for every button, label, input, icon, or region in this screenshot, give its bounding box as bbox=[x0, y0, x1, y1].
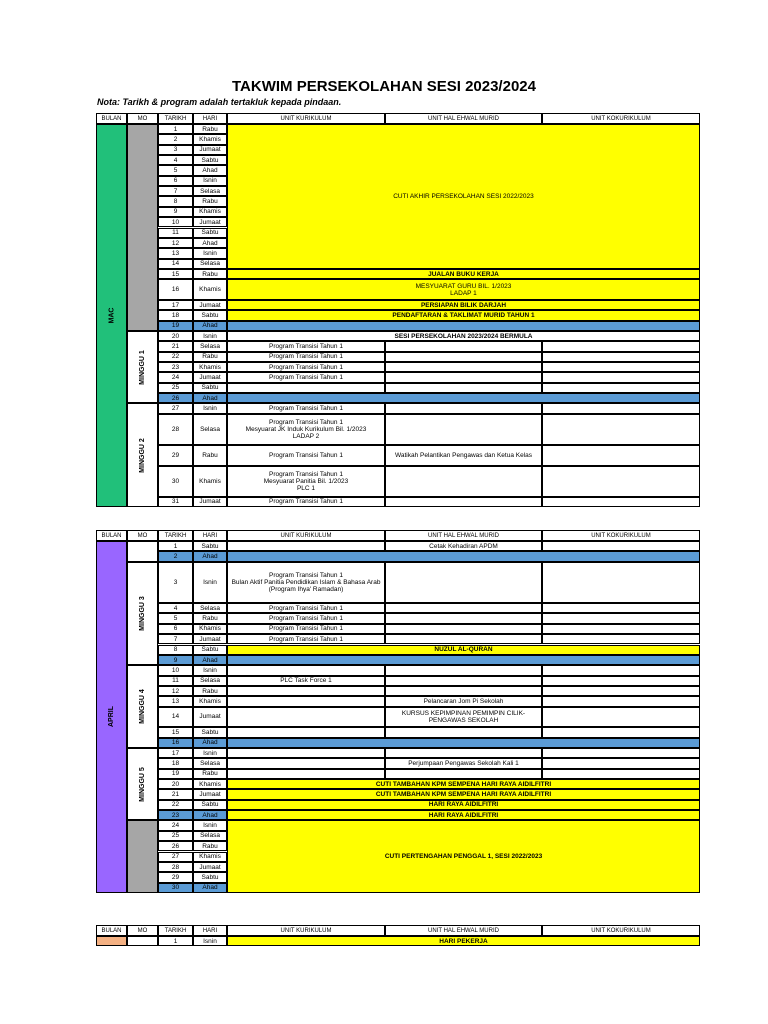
day-cell: Isnin bbox=[193, 562, 227, 603]
date-cell: 20 bbox=[158, 331, 193, 341]
date-cell: 6 bbox=[158, 176, 193, 186]
date-cell: 28 bbox=[158, 862, 193, 872]
day-cell: Jumaat bbox=[193, 707, 227, 728]
week-text: MINGGU 4 bbox=[139, 689, 146, 724]
date-cell: 4 bbox=[158, 603, 193, 613]
hem-cell bbox=[385, 352, 542, 362]
kokurikulum-cell bbox=[542, 383, 700, 393]
kokurikulum-cell bbox=[542, 341, 700, 351]
week-label bbox=[127, 820, 158, 892]
hem-cell bbox=[385, 676, 542, 686]
header-cell: BULAN bbox=[96, 925, 127, 936]
date-cell: 8 bbox=[158, 645, 193, 655]
kokurikulum-cell bbox=[542, 696, 700, 706]
kurikulum-cell: Program Transisi Tahun 1 bbox=[227, 372, 385, 382]
kokurikulum-cell bbox=[542, 686, 700, 696]
week-label bbox=[127, 403, 158, 507]
hem-cell bbox=[385, 362, 542, 372]
date-cell: 29 bbox=[158, 872, 193, 882]
week-label bbox=[127, 331, 158, 403]
kokurikulum-cell bbox=[542, 634, 700, 644]
date-cell: 11 bbox=[158, 676, 193, 686]
date-cell: 27 bbox=[158, 403, 193, 413]
day-cell: Jumaat bbox=[193, 217, 227, 227]
event-span bbox=[227, 393, 700, 403]
day-cell: Jumaat bbox=[193, 634, 227, 644]
hem-cell bbox=[385, 372, 542, 382]
date-cell: 25 bbox=[158, 383, 193, 393]
date-cell: 28 bbox=[158, 414, 193, 445]
date-cell: 16 bbox=[158, 279, 193, 300]
event-span: CUTI PERTENGAHAN PENGGAL 1, SESI 2022/2023 bbox=[227, 820, 700, 892]
date-cell: 17 bbox=[158, 748, 193, 758]
kurikulum-cell bbox=[227, 707, 385, 728]
kokurikulum-cell bbox=[542, 497, 700, 507]
day-cell: Khamis bbox=[193, 624, 227, 634]
date-cell: 26 bbox=[158, 841, 193, 851]
day-cell: Isnin bbox=[193, 176, 227, 186]
event-span: SESI PERSEKOLAHAN 2023/2024 BERMULA bbox=[227, 331, 700, 341]
kurikulum-cell: Program Transisi Tahun 1 bbox=[227, 497, 385, 507]
day-cell: Khamis bbox=[193, 279, 227, 300]
date-cell: 7 bbox=[158, 186, 193, 196]
day-cell: Rabu bbox=[193, 613, 227, 623]
date-cell: 22 bbox=[158, 352, 193, 362]
day-cell: Sabtu bbox=[193, 872, 227, 882]
date-cell: 5 bbox=[158, 613, 193, 623]
day-cell: Sabtu bbox=[193, 155, 227, 165]
kurikulum-cell: Program Transisi Tahun 1 Mesyuarat JK Induk Kurikulum Bil. 1/2023 LADAP 2 bbox=[227, 414, 385, 445]
day-cell: Isnin bbox=[193, 936, 227, 946]
kurikulum-cell: Program Transisi Tahun 1 bbox=[227, 634, 385, 644]
header-cell: UNIT HAL EHWAL MURID bbox=[385, 530, 542, 541]
header-cell: MO bbox=[127, 925, 158, 936]
date-cell: 24 bbox=[158, 820, 193, 830]
header-cell: TARIKH bbox=[158, 925, 193, 936]
date-cell: 2 bbox=[158, 551, 193, 561]
date-cell: 12 bbox=[158, 238, 193, 248]
day-cell: Ahad bbox=[193, 165, 227, 175]
table-header bbox=[96, 113, 700, 124]
hem-cell bbox=[385, 665, 542, 675]
date-cell: 5 bbox=[158, 165, 193, 175]
day-cell: Ahad bbox=[193, 738, 227, 748]
kurikulum-cell bbox=[227, 665, 385, 675]
date-cell: 17 bbox=[158, 300, 193, 310]
date-cell: 7 bbox=[158, 634, 193, 644]
hem-cell: Cetak Kehadiran APDM bbox=[385, 541, 542, 551]
date-cell: 2 bbox=[158, 134, 193, 144]
header-cell: BULAN bbox=[96, 113, 127, 124]
day-cell: Khamis bbox=[193, 207, 227, 217]
date-cell: 22 bbox=[158, 800, 193, 810]
hem-cell bbox=[385, 634, 542, 644]
header-cell: UNIT KOKURIKULUM bbox=[542, 925, 700, 936]
date-cell: 12 bbox=[158, 686, 193, 696]
kokurikulum-cell bbox=[542, 403, 700, 413]
kurikulum-cell: Program Transisi Tahun 1 bbox=[227, 624, 385, 634]
event-span bbox=[227, 321, 700, 331]
date-cell: 21 bbox=[158, 341, 193, 351]
day-cell: Isnin bbox=[193, 820, 227, 830]
kokurikulum-cell bbox=[542, 414, 700, 445]
event-span: HARI PEKERJA bbox=[227, 936, 700, 946]
date-cell: 3 bbox=[158, 562, 193, 603]
kokurikulum-cell bbox=[542, 727, 700, 737]
day-cell: Jumaat bbox=[193, 862, 227, 872]
day-cell: Sabtu bbox=[193, 800, 227, 810]
date-cell: 18 bbox=[158, 310, 193, 320]
kokurikulum-cell bbox=[542, 603, 700, 613]
kurikulum-cell: Program Transisi Tahun 1 bbox=[227, 403, 385, 413]
day-cell: Jumaat bbox=[193, 145, 227, 155]
week-label bbox=[127, 748, 158, 820]
date-cell: 26 bbox=[158, 393, 193, 403]
day-cell: Selasa bbox=[193, 186, 227, 196]
header-cell: UNIT KURIKULUM bbox=[227, 530, 385, 541]
day-cell: Isnin bbox=[193, 748, 227, 758]
day-cell: Selasa bbox=[193, 831, 227, 841]
date-cell: 23 bbox=[158, 810, 193, 820]
kurikulum-cell: PLC Task Force 1 bbox=[227, 676, 385, 686]
hem-cell bbox=[385, 727, 542, 737]
week-label bbox=[127, 936, 158, 946]
kurikulum-cell bbox=[227, 383, 385, 393]
header-cell: UNIT HAL EHWAL MURID bbox=[385, 925, 542, 936]
date-cell: 31 bbox=[158, 497, 193, 507]
kokurikulum-cell bbox=[542, 466, 700, 497]
month-text: APRIL bbox=[108, 706, 115, 728]
event-span: CUTI AKHIR PERSEKOLAHAN SESI 2022/2023 bbox=[227, 124, 700, 269]
table-header bbox=[96, 925, 700, 936]
date-cell: 23 bbox=[158, 362, 193, 372]
hem-cell bbox=[385, 497, 542, 507]
event-span: CUTI TAMBAHAN KPM SEMPENA HARI RAYA AIDILFITRI bbox=[227, 779, 700, 789]
kurikulum-cell: Program Transisi Tahun 1 Bulan Aktif Panitia Pendidikan Islam & Bahasa Arab (Program Ihya' Ramadan) bbox=[227, 562, 385, 603]
month-label bbox=[96, 124, 127, 507]
day-cell: Khamis bbox=[193, 779, 227, 789]
week-label bbox=[127, 124, 158, 331]
day-cell: Ahad bbox=[193, 393, 227, 403]
hem-cell bbox=[385, 748, 542, 758]
date-cell: 10 bbox=[158, 217, 193, 227]
day-cell: Rabu bbox=[193, 352, 227, 362]
date-cell: 6 bbox=[158, 624, 193, 634]
date-cell: 14 bbox=[158, 259, 193, 269]
header-cell: TARIKH bbox=[158, 113, 193, 124]
header-cell: HARI bbox=[193, 113, 227, 124]
day-cell: Jumaat bbox=[193, 300, 227, 310]
header-cell: HARI bbox=[193, 530, 227, 541]
date-cell: 25 bbox=[158, 831, 193, 841]
hem-cell bbox=[385, 613, 542, 623]
kurikulum-cell: Program Transisi Tahun 1 bbox=[227, 603, 385, 613]
kurikulum-cell: Program Transisi Tahun 1 Mesyuarat Panitia Bil. 1/2023 PLC 1 bbox=[227, 466, 385, 497]
day-cell: Ahad bbox=[193, 655, 227, 665]
event-span bbox=[227, 738, 700, 748]
kurikulum-cell bbox=[227, 541, 385, 551]
kurikulum-cell bbox=[227, 696, 385, 706]
header-cell: TARIKH bbox=[158, 530, 193, 541]
date-cell: 14 bbox=[158, 707, 193, 728]
day-cell: Rabu bbox=[193, 686, 227, 696]
kokurikulum-cell bbox=[542, 624, 700, 634]
day-cell: Isnin bbox=[193, 665, 227, 675]
kokurikulum-cell bbox=[542, 362, 700, 372]
event-span: HARI RAYA AIDILFITRI bbox=[227, 800, 700, 810]
event-span: MESYUARAT GURU BIL. 1/2023 LADAP 1 bbox=[227, 279, 700, 300]
day-cell: Sabtu bbox=[193, 228, 227, 238]
header-cell: MO bbox=[127, 113, 158, 124]
kurikulum-cell: Program Transisi Tahun 1 bbox=[227, 341, 385, 351]
day-cell: Selasa bbox=[193, 341, 227, 351]
week-label bbox=[127, 541, 158, 562]
date-cell: 10 bbox=[158, 665, 193, 675]
hem-cell bbox=[385, 383, 542, 393]
header-cell: UNIT KOKURIKULUM bbox=[542, 530, 700, 541]
date-cell: 15 bbox=[158, 727, 193, 737]
month-label bbox=[96, 541, 127, 893]
event-span: CUTI TAMBAHAN KPM SEMPENA HARI RAYA AIDILFITRI bbox=[227, 789, 700, 799]
header-cell: MO bbox=[127, 530, 158, 541]
day-cell: Jumaat bbox=[193, 372, 227, 382]
header-cell: UNIT KOKURIKULUM bbox=[542, 113, 700, 124]
kurikulum-cell bbox=[227, 727, 385, 737]
hem-cell bbox=[385, 403, 542, 413]
event-span: PERSIAPAN BILIK DARJAH bbox=[227, 300, 700, 310]
day-cell: Selasa bbox=[193, 676, 227, 686]
day-cell: Ahad bbox=[193, 238, 227, 248]
day-cell: Ahad bbox=[193, 810, 227, 820]
hem-cell bbox=[385, 341, 542, 351]
day-cell: Rabu bbox=[193, 124, 227, 134]
day-cell: Selasa bbox=[193, 259, 227, 269]
kurikulum-cell bbox=[227, 686, 385, 696]
day-cell: Rabu bbox=[193, 269, 227, 279]
note-text: Nota: Tarikh & program adalah tertakluk kepada pindaan. bbox=[97, 97, 342, 107]
week-text: MINGGU 5 bbox=[139, 766, 146, 802]
week-text: MINGGU 1 bbox=[139, 349, 146, 385]
date-cell: 27 bbox=[158, 852, 193, 862]
day-cell: Rabu bbox=[193, 196, 227, 206]
day-cell: Jumaat bbox=[193, 497, 227, 507]
date-cell: 11 bbox=[158, 228, 193, 238]
date-cell: 9 bbox=[158, 655, 193, 665]
date-cell: 19 bbox=[158, 769, 193, 779]
kokurikulum-cell bbox=[542, 769, 700, 779]
day-cell: Isnin bbox=[193, 403, 227, 413]
date-cell: 18 bbox=[158, 758, 193, 768]
event-span: HARI RAYA AIDILFITRI bbox=[227, 810, 700, 820]
header-cell: BULAN bbox=[96, 530, 127, 541]
kokurikulum-cell bbox=[542, 665, 700, 675]
week-label bbox=[127, 562, 158, 666]
event-span: PENDAFTARAN & TAKLIMAT MURID TAHUN 1 bbox=[227, 310, 700, 320]
hem-cell: Pelancaran Jom Pi Sekolah bbox=[385, 696, 542, 706]
day-cell: Ahad bbox=[193, 551, 227, 561]
date-cell: 29 bbox=[158, 445, 193, 466]
kokurikulum-cell bbox=[542, 613, 700, 623]
day-cell: Sabtu bbox=[193, 645, 227, 655]
day-cell: Sabtu bbox=[193, 310, 227, 320]
hem-cell bbox=[385, 624, 542, 634]
kokurikulum-cell bbox=[542, 445, 700, 466]
day-cell: Khamis bbox=[193, 852, 227, 862]
hem-cell bbox=[385, 769, 542, 779]
header-cell: UNIT KURIKULUM bbox=[227, 113, 385, 124]
date-cell: 3 bbox=[158, 145, 193, 155]
day-cell: Jumaat bbox=[193, 789, 227, 799]
kurikulum-cell bbox=[227, 769, 385, 779]
day-cell: Khamis bbox=[193, 696, 227, 706]
date-cell: 19 bbox=[158, 321, 193, 331]
event-span: JUALAN BUKU KERJA bbox=[227, 269, 700, 279]
date-cell: 1 bbox=[158, 936, 193, 946]
day-cell: Rabu bbox=[193, 841, 227, 851]
day-cell: Khamis bbox=[193, 362, 227, 372]
date-cell: 8 bbox=[158, 196, 193, 206]
event-span bbox=[227, 655, 700, 665]
week-text: MINGGU 3 bbox=[139, 596, 146, 631]
day-cell: Sabtu bbox=[193, 541, 227, 551]
hem-cell bbox=[385, 466, 542, 497]
kokurikulum-cell bbox=[542, 748, 700, 758]
date-cell: 1 bbox=[158, 124, 193, 134]
date-cell: 20 bbox=[158, 779, 193, 789]
kokurikulum-cell bbox=[542, 676, 700, 686]
day-cell: Sabtu bbox=[193, 727, 227, 737]
date-cell: 30 bbox=[158, 883, 193, 893]
page-title: TAKWIM PERSEKOLAHAN SESI 2023/2024 bbox=[232, 78, 536, 95]
day-cell: Rabu bbox=[193, 445, 227, 466]
hem-cell: KURSUS KEPIMPINAN PEMIMPIN CILIK- PENGAWAS SEKOLAH bbox=[385, 707, 542, 728]
kokurikulum-cell bbox=[542, 352, 700, 362]
month-text: MAC bbox=[107, 307, 115, 324]
kokurikulum-cell bbox=[542, 541, 700, 551]
header-cell: HARI bbox=[193, 925, 227, 936]
header-cell: UNIT KURIKULUM bbox=[227, 925, 385, 936]
kurikulum-cell: Program Transisi Tahun 1 bbox=[227, 445, 385, 466]
kokurikulum-cell bbox=[542, 562, 700, 603]
header-cell: UNIT HAL EHWAL MURID bbox=[385, 113, 542, 124]
date-cell: 13 bbox=[158, 696, 193, 706]
week-label bbox=[127, 665, 158, 748]
kurikulum-cell: Program Transisi Tahun 1 bbox=[227, 362, 385, 372]
hem-cell: Perjumpaan Pengawas Sekolah Kali 1 bbox=[385, 758, 542, 768]
event-span: NUZUL AL-QURAN bbox=[227, 645, 700, 655]
month-label bbox=[96, 936, 127, 946]
day-cell: Ahad bbox=[193, 883, 227, 893]
date-cell: 1 bbox=[158, 541, 193, 551]
hem-cell bbox=[385, 562, 542, 603]
date-cell: 16 bbox=[158, 738, 193, 748]
day-cell: Rabu bbox=[193, 769, 227, 779]
hem-cell bbox=[385, 603, 542, 613]
date-cell: 4 bbox=[158, 155, 193, 165]
date-cell: 24 bbox=[158, 372, 193, 382]
date-cell: 9 bbox=[158, 207, 193, 217]
day-cell: Selasa bbox=[193, 603, 227, 613]
hem-cell: Watikah Pelantikan Pengawas dan Ketua Kelas bbox=[385, 445, 542, 466]
kokurikulum-cell bbox=[542, 758, 700, 768]
kurikulum-cell: Program Transisi Tahun 1 bbox=[227, 352, 385, 362]
week-text: MINGGU 2 bbox=[139, 437, 146, 473]
date-cell: 30 bbox=[158, 466, 193, 497]
kurikulum-cell bbox=[227, 748, 385, 758]
day-cell: Selasa bbox=[193, 758, 227, 768]
kokurikulum-cell bbox=[542, 707, 700, 728]
day-cell: Isnin bbox=[193, 331, 227, 341]
hem-cell bbox=[385, 686, 542, 696]
date-cell: 15 bbox=[158, 269, 193, 279]
date-cell: 21 bbox=[158, 789, 193, 799]
kurikulum-cell: Program Transisi Tahun 1 bbox=[227, 613, 385, 623]
day-cell: Khamis bbox=[193, 134, 227, 144]
event-span bbox=[227, 551, 700, 561]
table-header bbox=[96, 530, 700, 541]
day-cell: Selasa bbox=[193, 414, 227, 445]
kurikulum-cell bbox=[227, 758, 385, 768]
day-cell: Khamis bbox=[193, 466, 227, 497]
day-cell: Isnin bbox=[193, 248, 227, 258]
hem-cell bbox=[385, 414, 542, 445]
day-cell: Sabtu bbox=[193, 383, 227, 393]
kokurikulum-cell bbox=[542, 372, 700, 382]
date-cell: 13 bbox=[158, 248, 193, 258]
day-cell: Ahad bbox=[193, 321, 227, 331]
